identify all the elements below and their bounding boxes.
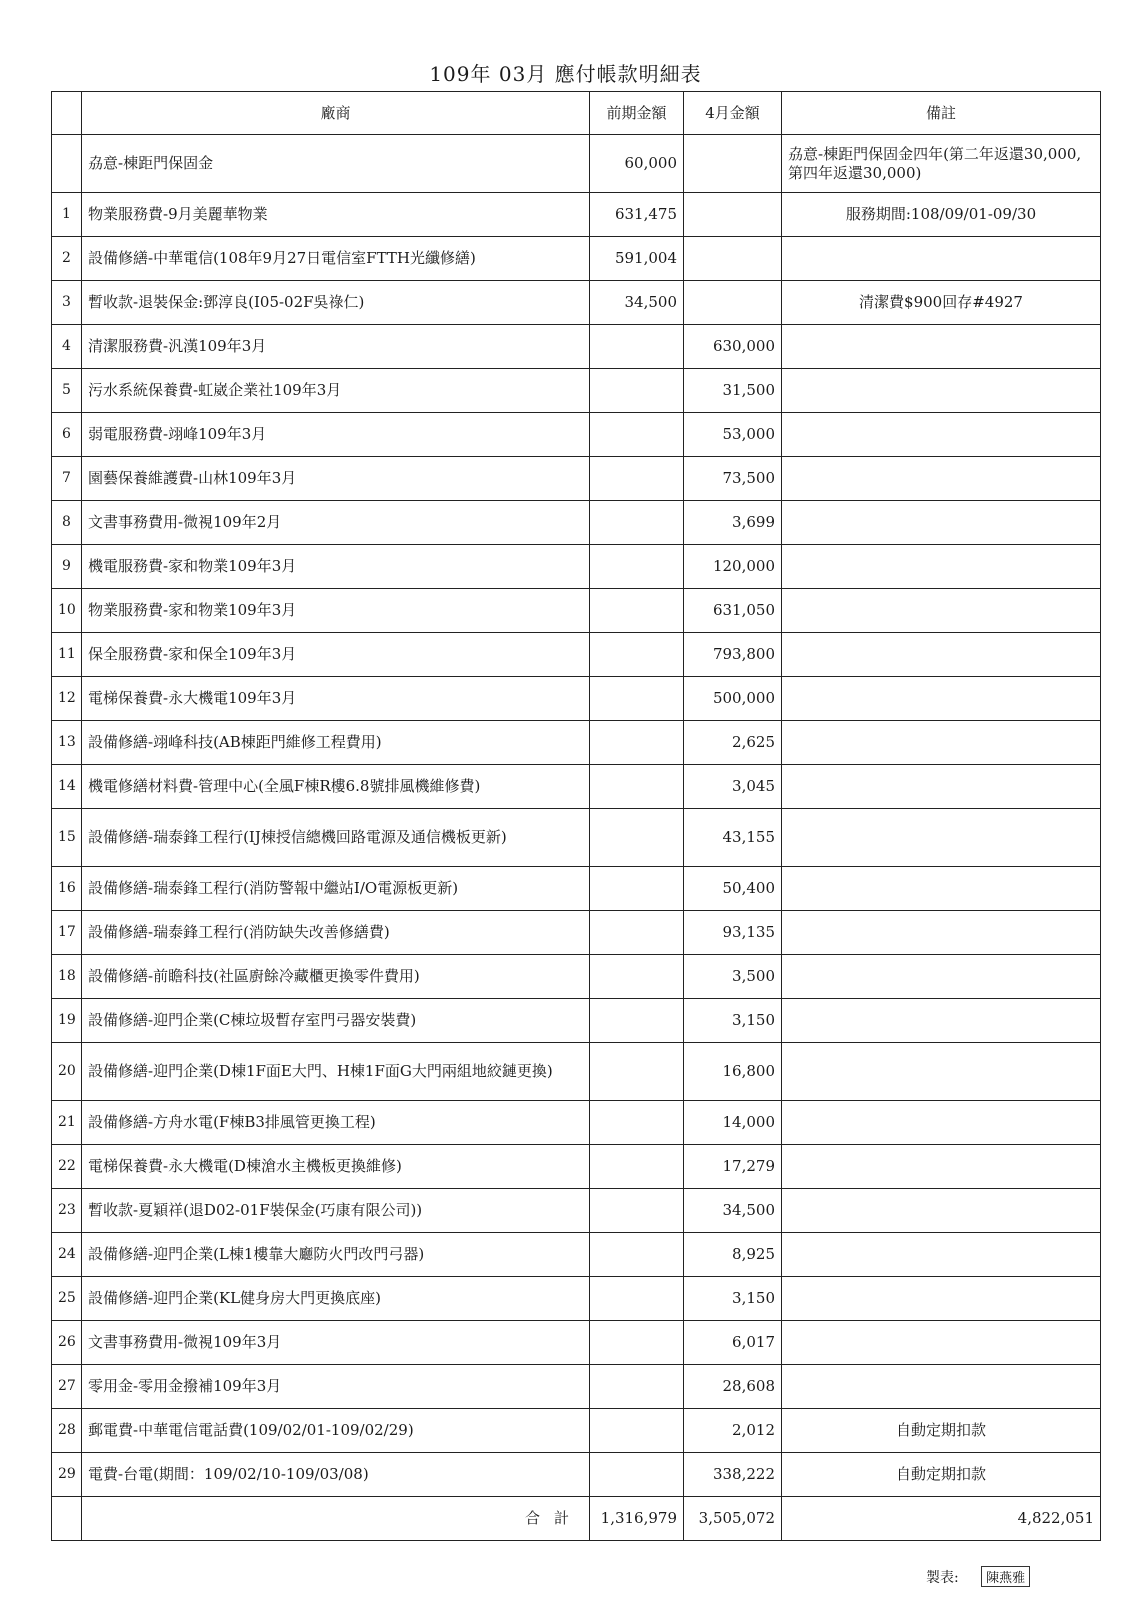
row-curr-amount bbox=[684, 281, 782, 325]
row-curr-amount: 14,000 bbox=[684, 1101, 782, 1145]
table-row bbox=[52, 193, 1101, 237]
row-remark: 服務期間:108/09/01-09/30 bbox=[782, 193, 1101, 237]
header-index bbox=[52, 92, 82, 135]
table-row bbox=[52, 765, 1101, 809]
row-prev-amount bbox=[590, 1145, 684, 1189]
row-curr-amount bbox=[684, 193, 782, 237]
row-prev-amount bbox=[590, 633, 684, 677]
row-prev-amount bbox=[590, 867, 684, 911]
row-prev-amount bbox=[590, 1409, 684, 1453]
table-row bbox=[52, 237, 1101, 281]
row-remark bbox=[782, 1189, 1101, 1233]
row-remark bbox=[782, 1043, 1101, 1101]
row-prev-amount bbox=[590, 1043, 684, 1101]
row-remark: 自動定期扣款 bbox=[782, 1453, 1101, 1497]
header-vendor: 廠商 bbox=[82, 92, 590, 135]
row-index: 2 bbox=[52, 237, 82, 281]
row-curr-amount: 73,500 bbox=[684, 457, 782, 501]
row-vendor: 設備修繕-迎門企業(D棟1F面E大門、H棟1F面G大門兩組地絞鏈更換) bbox=[82, 1043, 590, 1101]
row-vendor: 設備修繕-前瞻科技(社區廚餘冷藏櫃更換零件費用) bbox=[82, 955, 590, 999]
row-index: 20 bbox=[52, 1043, 82, 1101]
row-curr-amount: 3,150 bbox=[684, 999, 782, 1043]
row-prev-amount bbox=[590, 1365, 684, 1409]
row-curr-amount: 631,050 bbox=[684, 589, 782, 633]
totals-prev: 1,316,979 bbox=[590, 1497, 684, 1541]
totals-curr: 3,505,072 bbox=[684, 1497, 782, 1541]
row-vendor: 設備修繕-迎門企業(C棟垃圾暫存室門弓器安裝費) bbox=[82, 999, 590, 1043]
row-prev-amount bbox=[590, 809, 684, 867]
page-title: 109年 03月 應付帳款明細表 bbox=[429, 62, 702, 86]
table-row bbox=[52, 1145, 1101, 1189]
table-row bbox=[52, 413, 1101, 457]
table-row bbox=[52, 1277, 1101, 1321]
row-vendor: 設備修繕-中華電信(108年9月27日電信室FTTH光纖修繕) bbox=[82, 237, 590, 281]
row-remark bbox=[782, 1101, 1101, 1145]
row-remark bbox=[782, 589, 1101, 633]
row-vendor: 污水系統保養費-虹崴企業社109年3月 bbox=[82, 369, 590, 413]
table-row bbox=[52, 135, 1101, 193]
row-prev-amount bbox=[590, 677, 684, 721]
row-curr-amount: 31,500 bbox=[684, 369, 782, 413]
row-index: 16 bbox=[52, 867, 82, 911]
table-row bbox=[52, 589, 1101, 633]
row-prev-amount bbox=[590, 545, 684, 589]
table-row bbox=[52, 999, 1101, 1043]
row-remark bbox=[782, 677, 1101, 721]
row-remark bbox=[782, 1233, 1101, 1277]
table-row bbox=[52, 545, 1101, 589]
row-prev-amount bbox=[590, 1321, 684, 1365]
totals-label: 合計 bbox=[82, 1497, 590, 1541]
row-vendor: 機電修繕材料費-管理中心(全風F棟R樓6.8號排風機維修費) bbox=[82, 765, 590, 809]
table-row bbox=[52, 1453, 1101, 1497]
row-curr-amount: 8,925 bbox=[684, 1233, 782, 1277]
header-remark: 備註 bbox=[782, 92, 1101, 135]
row-remark bbox=[782, 809, 1101, 867]
row-remark bbox=[782, 501, 1101, 545]
row-index: 14 bbox=[52, 765, 82, 809]
table-row bbox=[52, 911, 1101, 955]
row-index: 26 bbox=[52, 1321, 82, 1365]
row-prev-amount: 34,500 bbox=[590, 281, 684, 325]
row-curr-amount: 6,017 bbox=[684, 1321, 782, 1365]
row-vendor: 弱電服務費-翊峰109年3月 bbox=[82, 413, 590, 457]
row-curr-amount bbox=[684, 135, 782, 193]
totals-grand: 4,822,051 bbox=[782, 1497, 1101, 1541]
totals-row bbox=[52, 1497, 1101, 1541]
row-index: 11 bbox=[52, 633, 82, 677]
table-row bbox=[52, 1365, 1101, 1409]
row-remark bbox=[782, 1365, 1101, 1409]
row-index: 23 bbox=[52, 1189, 82, 1233]
row-prev-amount bbox=[590, 721, 684, 765]
row-curr-amount: 93,135 bbox=[684, 911, 782, 955]
row-remark bbox=[782, 633, 1101, 677]
row-vendor: 文書事務費用-微視109年3月 bbox=[82, 1321, 590, 1365]
table-row bbox=[52, 1233, 1101, 1277]
row-index: 5 bbox=[52, 369, 82, 413]
row-vendor: 零用金-零用金撥補109年3月 bbox=[82, 1365, 590, 1409]
footer bbox=[926, 1566, 1030, 1587]
row-curr-amount: 630,000 bbox=[684, 325, 782, 369]
row-curr-amount: 34,500 bbox=[684, 1189, 782, 1233]
row-vendor: 設備修繕-瑞泰鋒工程行(消防缺失改善修繕費) bbox=[82, 911, 590, 955]
row-vendor: 電梯保養費-永大機電109年3月 bbox=[82, 677, 590, 721]
row-remark bbox=[782, 911, 1101, 955]
row-vendor: 劦意-棟距門保固金 bbox=[82, 135, 590, 193]
row-remark bbox=[782, 457, 1101, 501]
row-vendor: 文書事務費用-微視109年2月 bbox=[82, 501, 590, 545]
row-vendor: 暫收款-夏穎祥(退D02-01F裝保金(巧康有限公司)) bbox=[82, 1189, 590, 1233]
row-remark bbox=[782, 1321, 1101, 1365]
header-prev-amount: 前期金額 bbox=[590, 92, 684, 135]
row-vendor: 暫收款-退裝保金:鄧淳良(I05-02F吳祿仁) bbox=[82, 281, 590, 325]
row-index: 7 bbox=[52, 457, 82, 501]
row-vendor: 設備修繕-瑞泰鋒工程行(消防警報中繼站I/O電源板更新) bbox=[82, 867, 590, 911]
row-curr-amount: 793,800 bbox=[684, 633, 782, 677]
row-curr-amount: 3,699 bbox=[684, 501, 782, 545]
table-row bbox=[52, 1409, 1101, 1453]
row-index: 28 bbox=[52, 1409, 82, 1453]
row-prev-amount bbox=[590, 369, 684, 413]
row-index: 8 bbox=[52, 501, 82, 545]
row-remark: 自動定期扣款 bbox=[782, 1409, 1101, 1453]
row-index: 13 bbox=[52, 721, 82, 765]
row-prev-amount bbox=[590, 999, 684, 1043]
row-remark bbox=[782, 867, 1101, 911]
row-remark bbox=[782, 413, 1101, 457]
row-index: 10 bbox=[52, 589, 82, 633]
row-prev-amount: 60,000 bbox=[590, 135, 684, 193]
row-prev-amount bbox=[590, 325, 684, 369]
table-row bbox=[52, 1321, 1101, 1365]
row-index: 9 bbox=[52, 545, 82, 589]
row-remark bbox=[782, 721, 1101, 765]
row-prev-amount bbox=[590, 501, 684, 545]
row-prev-amount bbox=[590, 457, 684, 501]
table-row bbox=[52, 677, 1101, 721]
table-row bbox=[52, 1043, 1101, 1101]
row-remark bbox=[782, 1145, 1101, 1189]
row-remark bbox=[782, 369, 1101, 413]
row-remark bbox=[782, 545, 1101, 589]
row-vendor: 物業服務費-9月美麗華物業 bbox=[82, 193, 590, 237]
row-prev-amount bbox=[590, 589, 684, 633]
row-prev-amount bbox=[590, 1233, 684, 1277]
row-index: 21 bbox=[52, 1101, 82, 1145]
table-row bbox=[52, 501, 1101, 545]
row-curr-amount: 53,000 bbox=[684, 413, 782, 457]
row-index: 6 bbox=[52, 413, 82, 457]
row-index: 4 bbox=[52, 325, 82, 369]
row-remark bbox=[782, 765, 1101, 809]
row-index: 15 bbox=[52, 809, 82, 867]
row-curr-amount: 28,608 bbox=[684, 1365, 782, 1409]
row-vendor: 設備修繕-翊峰科技(AB棟距門維修工程費用) bbox=[82, 721, 590, 765]
row-curr-amount: 500,000 bbox=[684, 677, 782, 721]
row-index: 25 bbox=[52, 1277, 82, 1321]
header-curr-amount: 4月金額 bbox=[684, 92, 782, 135]
row-prev-amount bbox=[590, 1189, 684, 1233]
row-index: 24 bbox=[52, 1233, 82, 1277]
row-remark bbox=[782, 237, 1101, 281]
row-index: 12 bbox=[52, 677, 82, 721]
row-curr-amount: 338,222 bbox=[684, 1453, 782, 1497]
row-remark bbox=[782, 1277, 1101, 1321]
row-curr-amount bbox=[684, 237, 782, 281]
table-row bbox=[52, 1189, 1101, 1233]
table-row bbox=[52, 867, 1101, 911]
row-vendor: 保全服務費-家和保全109年3月 bbox=[82, 633, 590, 677]
row-vendor: 電梯保養費-永大機電(D棟滄水主機板更換維修) bbox=[82, 1145, 590, 1189]
row-vendor: 設備修繕-方舟水電(F棟B3排風管更換工程) bbox=[82, 1101, 590, 1145]
row-prev-amount: 631,475 bbox=[590, 193, 684, 237]
table-row bbox=[52, 457, 1101, 501]
row-vendor: 設備修繕-迎門企業(KL健身房大門更換底座) bbox=[82, 1277, 590, 1321]
row-vendor: 機電服務費-家和物業109年3月 bbox=[82, 545, 590, 589]
row-remark bbox=[782, 325, 1101, 369]
row-vendor: 郵電費-中華電信電話費(109/02/01-109/02/29) bbox=[82, 1409, 590, 1453]
row-index: 19 bbox=[52, 999, 82, 1043]
row-vendor: 設備修繕-瑞泰鋒工程行(IJ棟授信總機回路電源及通信機板更新) bbox=[82, 809, 590, 867]
header-row bbox=[52, 92, 1101, 135]
row-curr-amount: 50,400 bbox=[684, 867, 782, 911]
row-curr-amount: 3,045 bbox=[684, 765, 782, 809]
row-curr-amount: 16,800 bbox=[684, 1043, 782, 1101]
row-prev-amount bbox=[590, 413, 684, 457]
row-curr-amount: 3,150 bbox=[684, 1277, 782, 1321]
row-vendor: 設備修繕-迎門企業(L棟1樓靠大廳防火門改門弓器) bbox=[82, 1233, 590, 1277]
row-index: 17 bbox=[52, 911, 82, 955]
table-row bbox=[52, 1101, 1101, 1145]
row-prev-amount bbox=[590, 911, 684, 955]
table-row bbox=[52, 633, 1101, 677]
row-curr-amount: 3,500 bbox=[684, 955, 782, 999]
table-row bbox=[52, 281, 1101, 325]
table-row bbox=[52, 809, 1101, 867]
row-vendor: 物業服務費-家和物業109年3月 bbox=[82, 589, 590, 633]
row-prev-amount: 591,004 bbox=[590, 237, 684, 281]
row-curr-amount: 17,279 bbox=[684, 1145, 782, 1189]
row-prev-amount bbox=[590, 955, 684, 999]
row-index: 29 bbox=[52, 1453, 82, 1497]
row-vendor: 園藝保養維護費-山林109年3月 bbox=[82, 457, 590, 501]
row-index: 1 bbox=[52, 193, 82, 237]
row-index bbox=[52, 135, 82, 193]
row-prev-amount bbox=[590, 1453, 684, 1497]
row-vendor: 電費-台電(期間：109/02/10-109/03/08) bbox=[82, 1453, 590, 1497]
row-remark: 清潔費$900回存#4927 bbox=[782, 281, 1101, 325]
row-prev-amount bbox=[590, 765, 684, 809]
payables-table bbox=[51, 91, 1101, 1541]
row-vendor: 清潔服務費-汎漢109年3月 bbox=[82, 325, 590, 369]
row-index: 22 bbox=[52, 1145, 82, 1189]
row-curr-amount: 120,000 bbox=[684, 545, 782, 589]
row-prev-amount bbox=[590, 1101, 684, 1145]
table-row bbox=[52, 955, 1101, 999]
row-remark bbox=[782, 999, 1101, 1043]
prepared-by-label: 製表: bbox=[926, 1570, 959, 1586]
row-index: 18 bbox=[52, 955, 82, 999]
table-row bbox=[52, 721, 1101, 765]
table-row bbox=[52, 325, 1101, 369]
totals-index bbox=[52, 1497, 82, 1541]
row-curr-amount: 43,155 bbox=[684, 809, 782, 867]
row-remark: 劦意-棟距門保固金四年(第二年返還30,000,第四年返還30,000) bbox=[782, 135, 1101, 193]
row-curr-amount: 2,012 bbox=[684, 1409, 782, 1453]
row-index: 3 bbox=[52, 281, 82, 325]
row-index: 27 bbox=[52, 1365, 82, 1409]
row-prev-amount bbox=[590, 1277, 684, 1321]
row-remark bbox=[782, 955, 1101, 999]
preparer-stamp: 陳燕雅 bbox=[981, 1566, 1030, 1587]
table-row bbox=[52, 369, 1101, 413]
row-curr-amount: 2,625 bbox=[684, 721, 782, 765]
